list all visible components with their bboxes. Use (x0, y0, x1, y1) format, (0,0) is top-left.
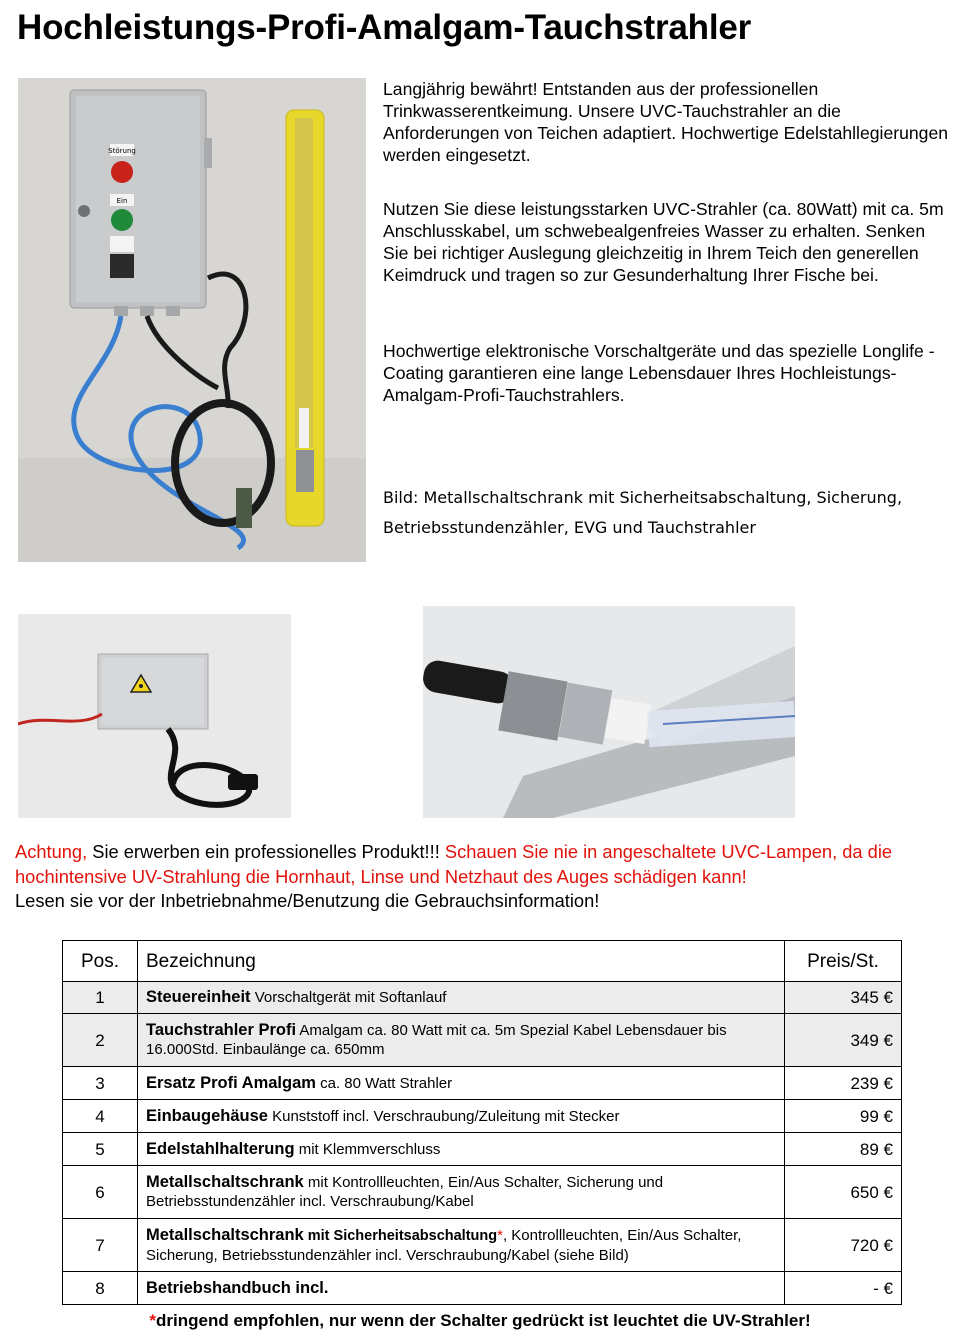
row-name-extra: mit Sicherheitsabschaltung (303, 1227, 498, 1244)
row-rest: Kunststoff incl. Verschraubung/Zuleitung mit Stecker (267, 1107, 620, 1125)
table-header-row (63, 941, 902, 982)
warning-uv-danger: Schauen Sie nie in angeschaltete UVC-Lampen, da die hochintensive UV-Strahlung die Hornhaut, Linse und Netzhaut des Auges schädigen kann! (15, 841, 893, 887)
row-name: Einbaugehäuse (146, 1106, 268, 1125)
row-rest: ca. 80 Watt Strahler (315, 1074, 453, 1092)
price-table (62, 940, 902, 1305)
page-title: Hochleistungs-Profi-Amalgam-Tauchstrahler (17, 8, 752, 47)
row-price: 239 € (785, 1067, 902, 1100)
row-name: Ersatz Profi Amalgam (146, 1073, 316, 1092)
row-rest: Amalgam ca. 80 Watt mit ca. 5m Spezial Kabel Lebensdauer bis 16.000Std. Einbaulänge ca. 650mm (146, 1022, 727, 1058)
image-caption: Bild: Metallschaltschrank mit Sicherheitsabschaltung, Sicherung, Betriebsstundenzähler, EVG und Tauchstrahler (383, 488, 903, 537)
row-pos: 1 (63, 982, 138, 1014)
row-star: * (497, 1226, 503, 1244)
row-rest: mit Klemmverschluss (294, 1140, 441, 1158)
row-name: Edelstahlhalterung (146, 1139, 295, 1158)
table-row (63, 1014, 902, 1067)
row-price: 345 € (785, 982, 902, 1014)
row-desc (138, 1067, 785, 1100)
row-rest: , Kontrollleuchten, Ein/Aus Schalter, Sicherung, Betriebsstundenzähler incl. Verschraubung/Kabel (siehe Bild) (146, 1226, 742, 1264)
row-price: 720 € (785, 1219, 902, 1272)
footnote-text: dringend empfohlen, nur wenn der Schalter gedrückt ist leuchtet die UV-Strahler! (156, 1311, 811, 1330)
row-rest: mit Kontrollleuchten, Ein/Aus Schalter, Sicherung und Betriebsstundenzähler incl. Verschraubung/Kabel (146, 1174, 664, 1210)
header-pos: Pos. (63, 941, 138, 982)
row-name: Betriebshandbuch incl. (146, 1278, 329, 1297)
row-price: 650 € (785, 1166, 902, 1219)
intro-paragraph-3: Hochwertige elektronische Vorschaltgeräte und das spezielle Longlife - Coating garantieren eine lange Lebensdauer Ihres Hochleistungs-Amalgam-Profi-Tauchstrahlers. (383, 341, 935, 405)
row-pos: 5 (63, 1133, 138, 1166)
header-price: Preis/St. (785, 941, 902, 982)
row-desc (138, 1272, 785, 1305)
row-desc (138, 982, 785, 1014)
row-name: Metallschaltschrank (146, 1225, 304, 1244)
row-pos: 8 (63, 1272, 138, 1305)
table-row (63, 1272, 902, 1305)
row-desc (138, 1166, 785, 1219)
row-price: 99 € (785, 1100, 902, 1133)
panel-label-ein: Ein (116, 197, 128, 205)
row-rest: Vorschaltgerät mit Softanlauf (250, 989, 447, 1006)
header-desc: Bezeichnung (138, 941, 785, 982)
intro-paragraph-2: Nutzen Sie diese leistungsstarken UVC-Strahler (ca. 80Watt) mit ca. 5m Anschlusskabel, um schwebealgenfreies Wasser zu erhalten. Senken Sie bei richtiger Auslegung gleichzeitig in Ihrem Teich den generellen Keimdruck und tragen so zur Gesunderhaltung Ihrer Fische bei. (383, 199, 944, 285)
photo-stainless-mount (423, 606, 795, 818)
panel-label-stoerung: Störung (108, 147, 136, 155)
table-row (63, 1100, 902, 1133)
row-pos: 7 (63, 1219, 138, 1272)
table-row (63, 1219, 902, 1272)
row-name: Metallschaltschrank (146, 1173, 304, 1191)
row-pos: 6 (63, 1166, 138, 1219)
row-pos: 2 (63, 1014, 138, 1067)
row-desc (138, 1219, 785, 1272)
table-row (63, 1166, 902, 1219)
row-desc (138, 1100, 785, 1133)
row-name: Steuereinheit (146, 988, 251, 1006)
row-pos: 3 (63, 1067, 138, 1100)
intro-paragraph-1: Langjährig bewährt! Entstanden aus der professionellen Trinkwasserentkeimung. Unsere UVC-Tauchstrahler an die Anforderungen von Teichen adaptiert. Hochwertige Edelstahllegierungen werden eingesetzt. (383, 79, 949, 165)
footnote (0, 1311, 960, 1331)
safety-warning (15, 840, 955, 914)
table-row (63, 1067, 902, 1100)
warning-achtung: Achtung, (15, 841, 88, 862)
row-desc (138, 1133, 785, 1166)
table-row (63, 1133, 902, 1166)
footnote-star: * (149, 1311, 156, 1330)
row-price: - € (785, 1272, 902, 1305)
row-name: Tauchstrahler Profi (146, 1021, 297, 1039)
warning-professional: Sie erwerben ein professionelles Produkt!!! (87, 841, 440, 862)
table-row (63, 982, 902, 1014)
row-desc (138, 1014, 785, 1067)
photo-plastic-housing (18, 614, 291, 818)
row-price: 89 € (785, 1133, 902, 1166)
row-price: 349 € (785, 1014, 902, 1067)
warning-read-manual: Lesen sie vor der Inbetriebnahme/Benutzung die Gebrauchsinformation! (15, 890, 600, 911)
row-pos: 4 (63, 1100, 138, 1133)
photo-control-cabinet (18, 78, 366, 562)
